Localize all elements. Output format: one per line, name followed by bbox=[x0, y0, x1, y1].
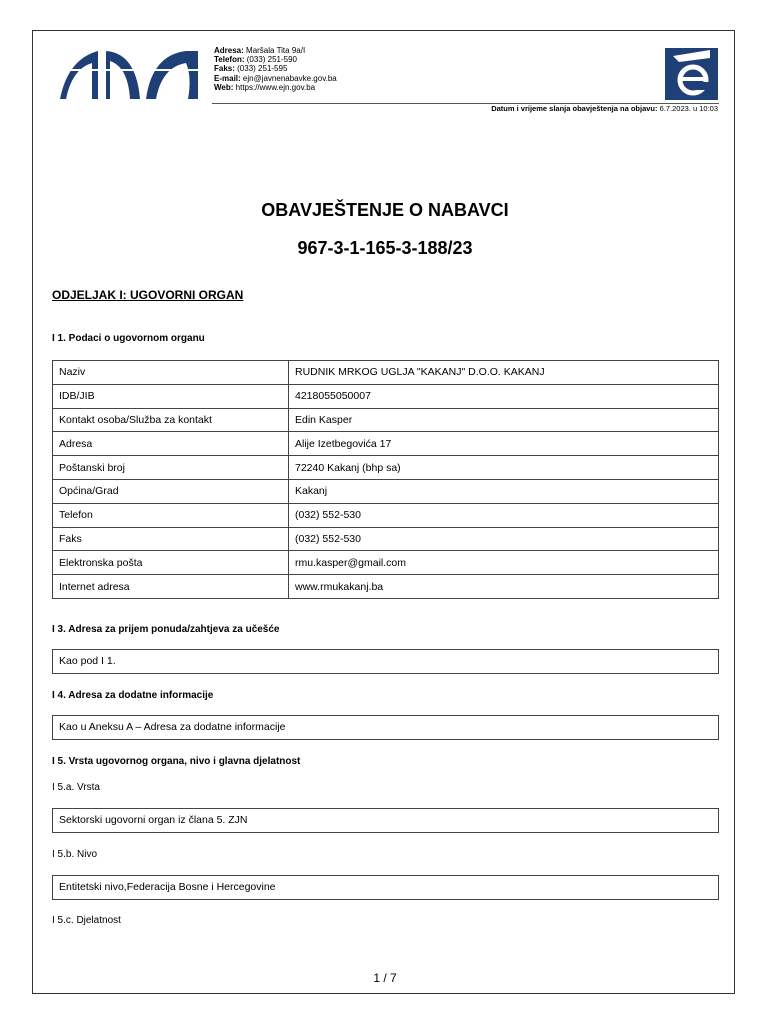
page-number: 1 / 7 bbox=[373, 971, 397, 985]
table-row bbox=[53, 384, 719, 408]
row-label: Općina/Grad bbox=[53, 479, 289, 503]
row-value: (032) 552-530 bbox=[289, 503, 719, 527]
row-value: (032) 552-530 bbox=[289, 527, 719, 551]
subsection-i3-heading: I 3. Adresa za prijem ponuda/zahtjeva za učešće bbox=[52, 624, 280, 635]
row-label: Elektronska pošta bbox=[53, 551, 289, 575]
row-value: 72240 Kakanj (bhp sa) bbox=[289, 456, 719, 480]
table-row bbox=[53, 432, 719, 456]
row-label: Adresa bbox=[53, 432, 289, 456]
i5b-value-box: Entitetski nivo,Federacija Bosne i Hercegovine bbox=[52, 875, 719, 900]
row-value: Edin Kasper bbox=[289, 408, 719, 432]
document-number: 967-3-1-165-3-188/23 bbox=[297, 238, 473, 258]
i5a-label: I 5.a. Vrsta bbox=[52, 782, 100, 793]
e-logo-icon bbox=[665, 48, 718, 100]
subsection-i1-heading: I 1. Podaci o ugovornom organu bbox=[52, 333, 205, 344]
row-value: Alije Izetbegovića 17 bbox=[289, 432, 719, 456]
table-row bbox=[53, 361, 719, 385]
email-text: ejn@javnenabavke.gov.ba bbox=[242, 73, 337, 83]
section-heading: ODJELJAK I: UGOVORNI ORGAN bbox=[52, 288, 244, 302]
submission-datetime: Datum i vrijeme slanja obavještenja na objavu: 6.7.2023. u 10:03 bbox=[491, 104, 718, 113]
row-label: Telefon bbox=[53, 503, 289, 527]
i5c-label: I 5.c. Djelatnost bbox=[52, 915, 121, 926]
table-row bbox=[53, 575, 719, 599]
table-row bbox=[53, 551, 719, 575]
i5b-label: I 5.b. Nivo bbox=[52, 849, 98, 860]
address-text: Maršala Tita 9a/I bbox=[246, 46, 306, 55]
row-value: 4218055050007 bbox=[289, 384, 719, 408]
table-row bbox=[53, 503, 719, 527]
subsection-i4-heading: I 4. Adresa za dodatne informacije bbox=[52, 690, 214, 701]
contact-block: Adresa: Maršala Tita 9a/I Telefon: (033) 251-590 Faks: (033) 251-595 E-mail: ejn@javnenabavke.gov.ba Web: https://www.ejn.gov.ba bbox=[214, 46, 337, 92]
ejn-logo bbox=[58, 47, 200, 99]
table-row bbox=[53, 479, 719, 503]
row-value: rmu.kasper@gmail.com bbox=[289, 551, 719, 575]
row-value: Kakanj bbox=[289, 479, 719, 503]
row-label: Faks bbox=[53, 527, 289, 551]
i4-value-box: Kao u Aneksu A – Adresa za dodatne informacije bbox=[52, 715, 719, 740]
table-row bbox=[53, 408, 719, 432]
document-title: OBAVJEŠTENJE O NABAVCI bbox=[261, 200, 509, 220]
fax-text: (033) 251-595 bbox=[237, 64, 288, 74]
i3-value-box: Kao pod I 1. bbox=[52, 649, 719, 674]
row-label: Poštanski broj bbox=[53, 456, 289, 480]
row-label: Naziv bbox=[53, 361, 289, 385]
row-value: www.rmukakanj.ba bbox=[289, 575, 719, 599]
contracting-authority-table bbox=[52, 360, 719, 599]
table-row bbox=[53, 527, 719, 551]
row-label: IDB/JIB bbox=[53, 384, 289, 408]
web-text: https://www.ejn.gov.ba bbox=[235, 82, 316, 92]
subsection-i5-heading: I 5. Vrsta ugovornog organa, nivo i glavna djelatnost bbox=[52, 756, 301, 767]
i5a-value-box: Sektorski ugovorni organ iz člana 5. ZJN bbox=[52, 808, 719, 833]
table-row bbox=[53, 456, 719, 480]
phone-text: (033) 251-590 bbox=[246, 55, 298, 65]
row-label: Internet adresa bbox=[53, 575, 289, 599]
row-value: RUDNIK MRKOG UGLJA "KAKANJ" D.O.O. KAKANJ bbox=[289, 361, 719, 385]
row-label: Kontakt osoba/Služba za kontakt bbox=[53, 408, 289, 432]
